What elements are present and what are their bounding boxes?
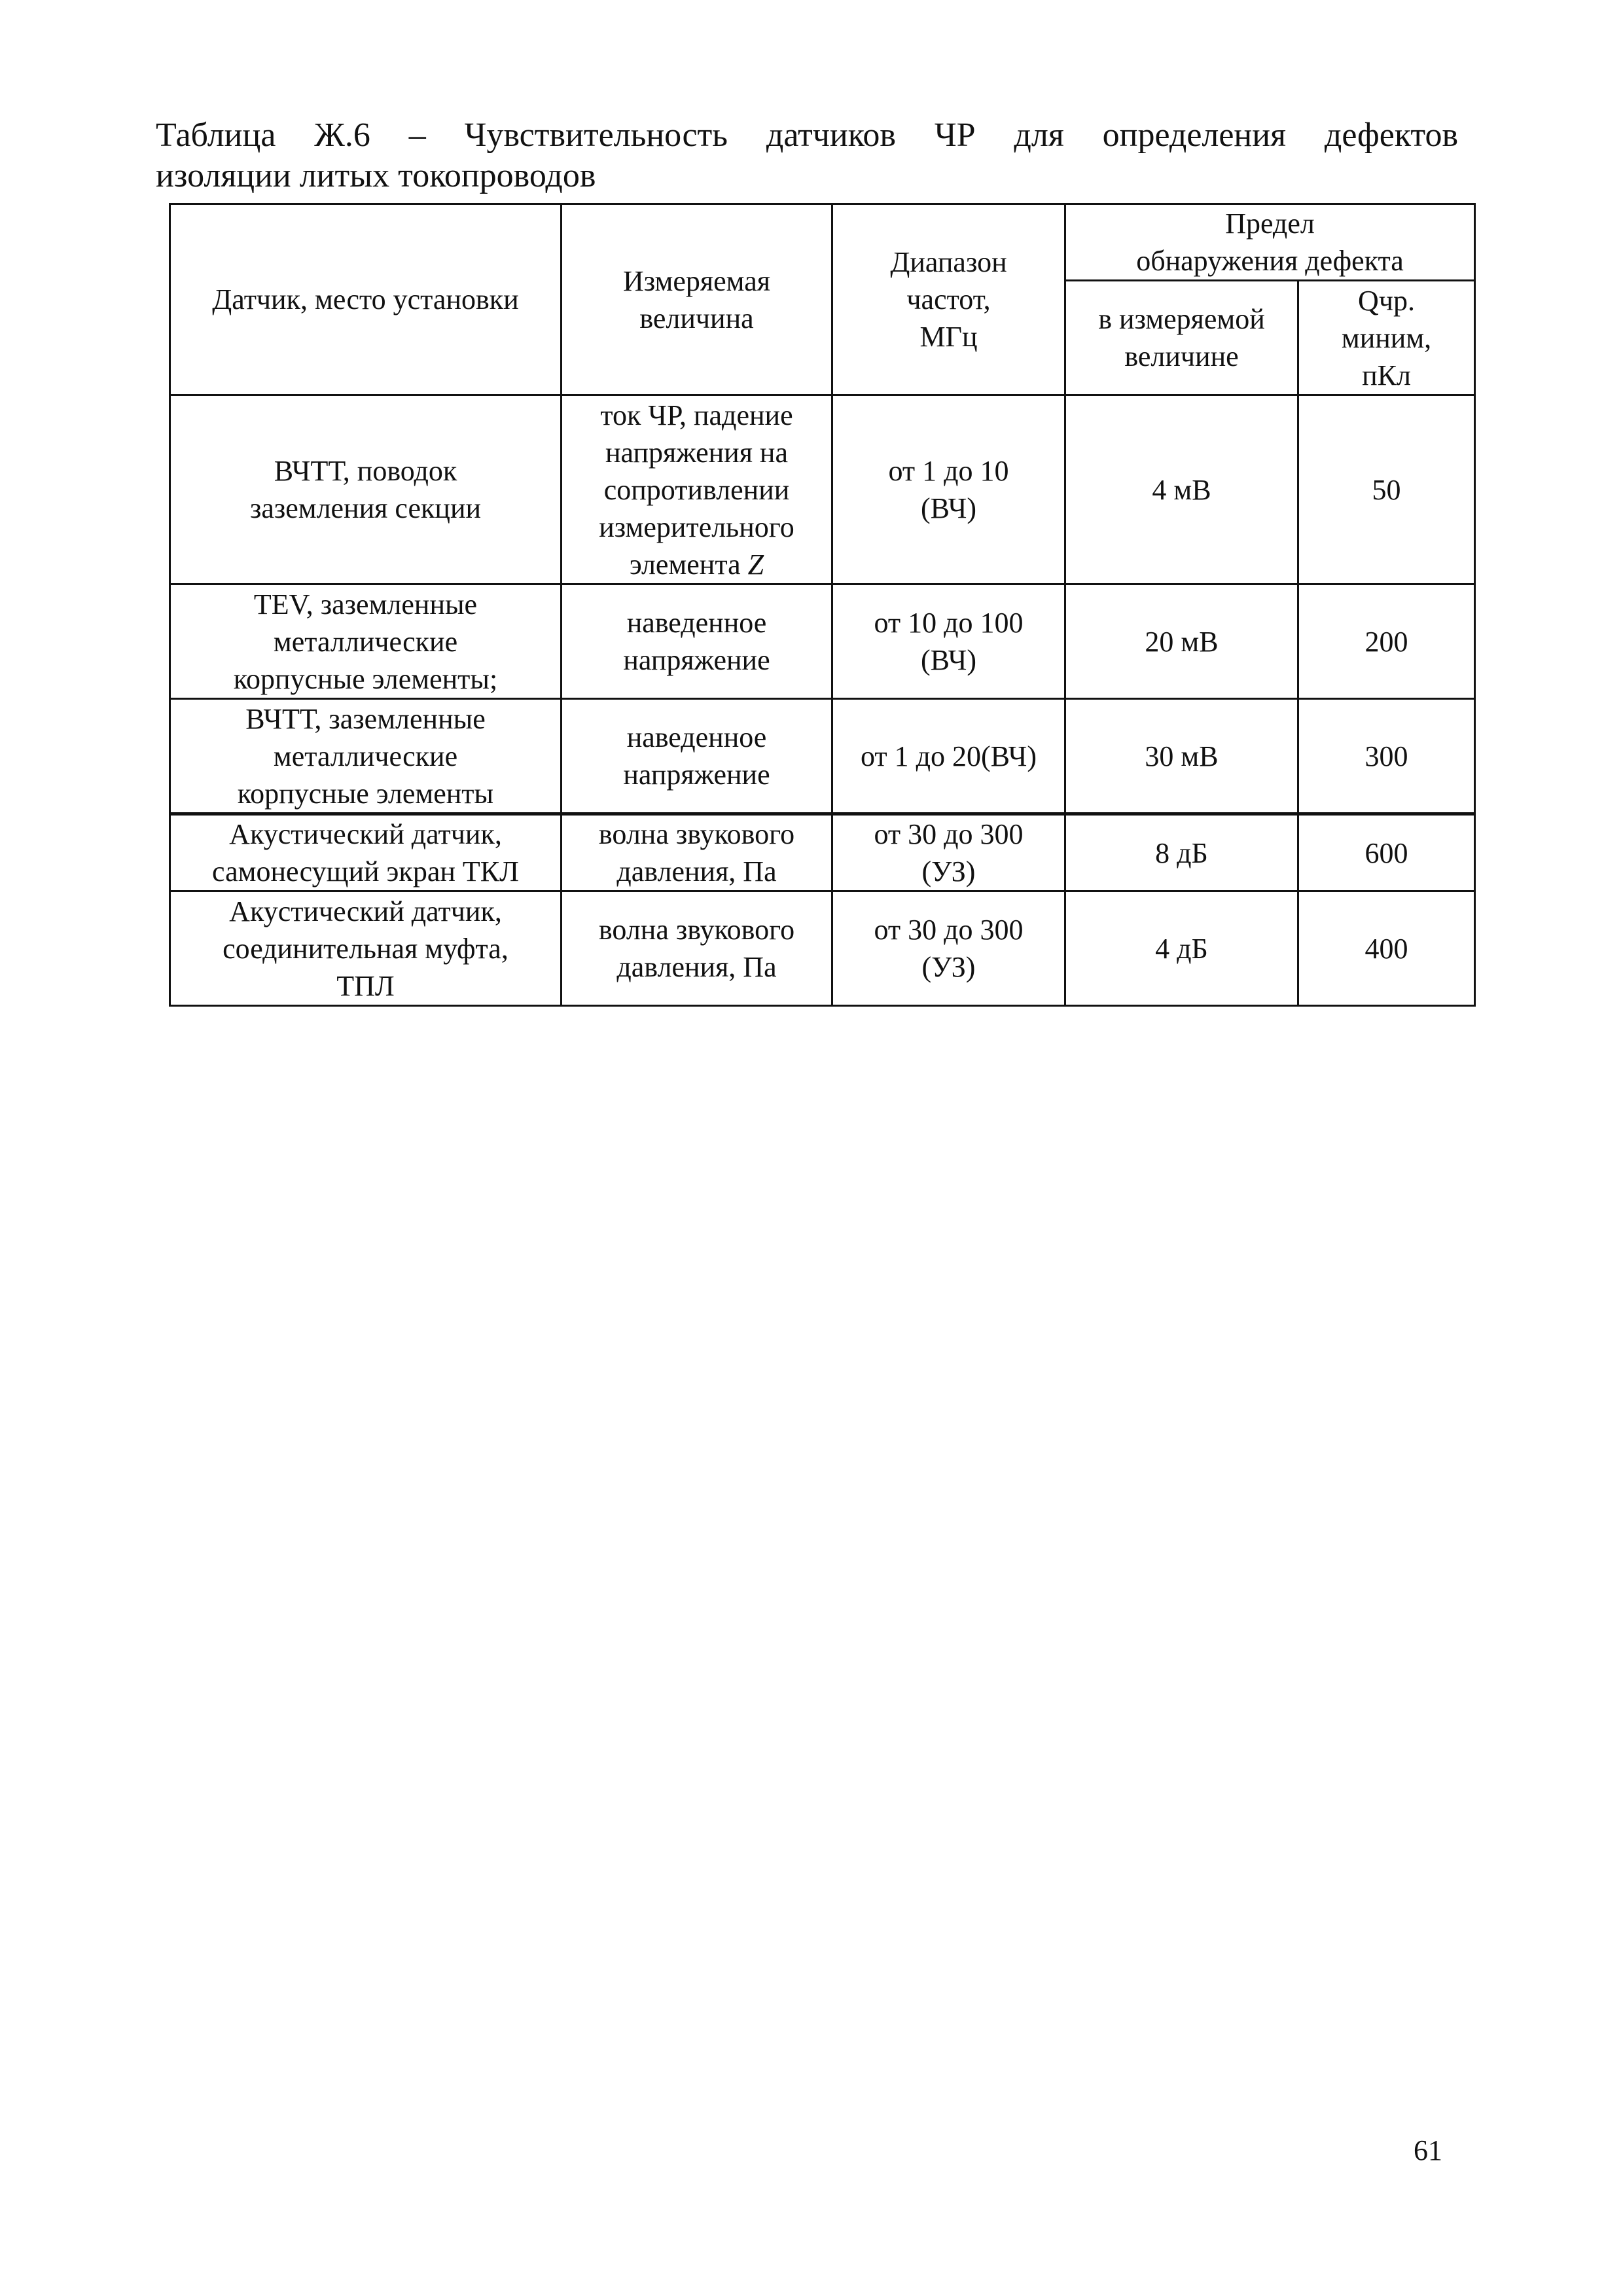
cell-measured: наведенное напряжение — [562, 699, 832, 814]
cell-range: от 30 до 300 (УЗ) — [832, 814, 1065, 891]
cell-limit: 20 мВ — [1065, 584, 1298, 699]
cell-sensor: ВЧТТ, поводок заземления секции — [170, 395, 562, 584]
cell-limit: 30 мВ — [1065, 699, 1298, 814]
header-limit-q: Qчр. миним, пКл — [1298, 281, 1475, 395]
cell-range: от 1 до 20(ВЧ) — [832, 699, 1065, 814]
variable-z: Z — [747, 548, 764, 581]
cell-range: от 1 до 10 (ВЧ) — [832, 395, 1065, 584]
cell-sensor: Акустический датчик, соединительная муфта, ТПЛ — [170, 891, 562, 1006]
cell-range: от 30 до 300 (УЗ) — [832, 891, 1065, 1006]
table-row — [170, 395, 1475, 584]
cell-q: 400 — [1298, 891, 1475, 1006]
cell-limit: 4 дБ — [1065, 891, 1298, 1006]
header-limit-group: Предел обнаружения дефекта — [1065, 204, 1475, 281]
table-row — [170, 699, 1475, 814]
table-caption: Таблица Ж.6 – Чувствительность датчиков ЧР для определения дефектов — [156, 117, 1458, 154]
table-row — [170, 584, 1475, 699]
cell-limit: 4 мВ — [1065, 395, 1298, 584]
header-measured: Измеряемая величина — [562, 204, 832, 395]
header-range: Диапазон частот, МГц — [832, 204, 1065, 395]
table-caption-continued: изоляции литых токопроводов — [156, 157, 596, 194]
cell-sensor: ВЧТТ, заземленные металлические корпусные элементы — [170, 699, 562, 814]
cell-q: 300 — [1298, 699, 1475, 814]
cell-q: 600 — [1298, 814, 1475, 891]
cell-measured: наведенное напряжение — [562, 584, 832, 699]
cell-measured: волна звукового давления, Па — [562, 891, 832, 1006]
cell-range: от 10 до 100 (ВЧ) — [832, 584, 1065, 699]
cell-q: 50 — [1298, 395, 1475, 584]
header-sensor: Датчик, место установки — [170, 204, 562, 395]
table-header-row — [170, 204, 1475, 281]
sensitivity-table — [169, 203, 1476, 1007]
cell-measured: ток ЧР, падение напряжения на сопротивлении измерительного элемента Z — [562, 395, 832, 584]
cell-measured: волна звукового давления, Па — [562, 814, 832, 891]
table-row — [170, 814, 1475, 891]
header-limit-measured: в измеряемой величине — [1065, 281, 1298, 395]
table-row — [170, 891, 1475, 1006]
cell-q: 200 — [1298, 584, 1475, 699]
page-number: 61 — [1414, 2134, 1442, 2166]
cell-limit: 8 дБ — [1065, 814, 1298, 891]
cell-sensor: Акустический датчик, самонесущий экран ТКЛ — [170, 814, 562, 891]
cell-sensor: TEV, заземленные металлические корпусные элементы; — [170, 584, 562, 699]
